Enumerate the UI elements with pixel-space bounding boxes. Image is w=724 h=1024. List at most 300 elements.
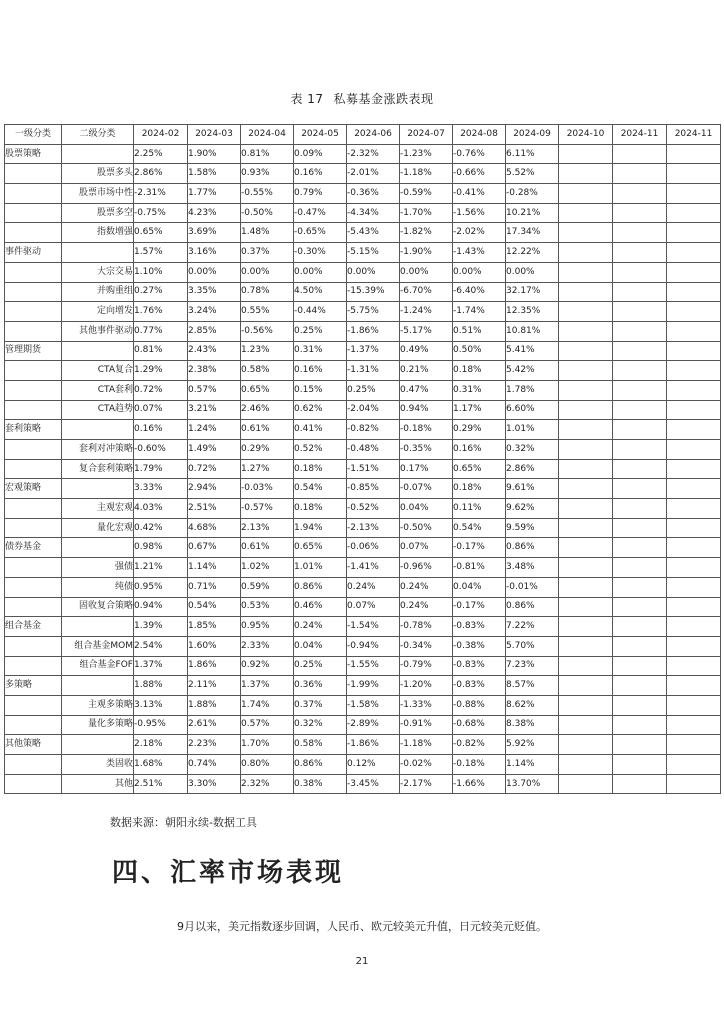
return-value-cell [613,479,667,499]
return-value-cell: 3.33% [134,479,188,499]
return-value-cell: -1.18% [400,164,453,184]
return-value-cell [667,695,721,715]
level2-category-cell: 组合基金MOM [62,636,134,656]
return-value-cell: 0.17% [400,459,453,479]
level1-category-cell: 其他策略 [5,735,62,755]
return-value-cell: 1.86% [188,656,241,676]
return-value-cell: -1.66% [453,774,506,794]
return-value-cell: -0.17% [453,538,506,558]
level2-category-cell: 股票市场中性 [62,184,134,204]
return-value-cell [559,400,613,420]
table-row [5,341,721,361]
return-value-cell: 0.31% [294,341,347,361]
return-value-cell: -2.32% [347,144,400,164]
return-value-cell: 0.25% [347,380,400,400]
return-value-cell [559,774,613,794]
return-value-cell [559,203,613,223]
return-value-cell [667,321,721,341]
table-row [5,597,721,617]
return-value-cell [667,774,721,794]
return-value-cell: -1.90% [400,243,453,263]
return-value-cell: 0.18% [294,499,347,519]
level1-category-cell: 管理期货 [5,341,62,361]
return-value-cell: -1.54% [347,617,400,637]
table-row [5,144,721,164]
column-header: 2024-03 [188,125,241,145]
return-value-cell [613,695,667,715]
return-value-cell [667,440,721,460]
return-value-cell: 0.49% [400,341,453,361]
return-value-cell: 0.29% [453,420,506,440]
return-value-cell: 4.68% [188,518,241,538]
return-value-cell: 0.12% [347,755,400,775]
return-value-cell: 0.81% [134,341,188,361]
return-value-cell [559,715,613,735]
level1-category-cell [5,361,62,381]
return-value-cell: -0.88% [453,695,506,715]
return-value-cell: 0.16% [453,440,506,460]
return-value-cell: 2.25% [134,144,188,164]
table-row [5,184,721,204]
return-value-cell: 9.62% [506,499,559,519]
return-value-cell [667,420,721,440]
return-value-cell: -0.36% [347,184,400,204]
return-value-cell: -0.41% [453,184,506,204]
return-value-cell: 1.37% [241,676,294,696]
return-value-cell: 0.74% [188,755,241,775]
return-value-cell [559,184,613,204]
table-row [5,420,721,440]
return-value-cell: 0.00% [400,262,453,282]
return-value-cell: -5.43% [347,223,400,243]
return-value-cell: -0.50% [400,518,453,538]
return-value-cell: -1.99% [347,676,400,696]
return-value-cell: 0.93% [241,164,294,184]
level2-category-cell: 其他事件驱动 [62,321,134,341]
return-value-cell: -0.68% [453,715,506,735]
return-value-cell [667,735,721,755]
level2-category-cell: 组合基金FOF [62,656,134,676]
column-header: 2024-07 [400,125,453,145]
return-value-cell [667,636,721,656]
level2-category-cell [62,341,134,361]
return-value-cell: -6.40% [453,282,506,302]
return-value-cell: 1.94% [294,518,347,538]
column-header: 2024-05 [294,125,347,145]
table-title: 私募基金涨跌表现 [333,92,434,106]
return-value-cell: 0.00% [241,262,294,282]
return-value-cell: 1.88% [188,695,241,715]
return-value-cell [667,755,721,775]
return-value-cell [559,735,613,755]
level1-category-cell: 股票策略 [5,144,62,164]
return-value-cell: -0.35% [400,440,453,460]
return-value-cell: -1.18% [400,735,453,755]
return-value-cell: 0.18% [453,479,506,499]
return-value-cell: 0.57% [241,715,294,735]
return-value-cell [559,617,613,637]
level2-category-cell: 强债 [62,558,134,578]
return-value-cell: -2.01% [347,164,400,184]
return-value-cell: 0.59% [241,577,294,597]
return-value-cell [667,518,721,538]
return-value-cell [613,735,667,755]
return-value-cell [559,144,613,164]
body-paragraph: 9月以来，美元指数逐步回调，人民币、欧元较美元升值，日元较美元贬值。 [177,920,547,933]
return-value-cell [559,636,613,656]
table-row [5,695,721,715]
return-value-cell: -1.20% [400,676,453,696]
return-value-cell: 8.57% [506,676,559,696]
column-header: 2024-11 [613,125,667,145]
return-value-cell [559,223,613,243]
return-value-cell [613,380,667,400]
return-value-cell: -1.58% [347,695,400,715]
level2-category-cell: 纯债 [62,577,134,597]
return-value-cell: -0.48% [347,440,400,460]
level2-category-cell [62,243,134,263]
return-value-cell: -0.55% [241,184,294,204]
level1-category-cell: 宏观策略 [5,479,62,499]
return-value-cell: 0.24% [347,577,400,597]
level2-category-cell [62,538,134,558]
return-value-cell: 0.18% [294,459,347,479]
level1-category-cell [5,203,62,223]
return-value-cell: -0.28% [506,184,559,204]
return-value-cell: -0.85% [347,479,400,499]
return-value-cell: 0.36% [294,676,347,696]
level2-category-cell: 定向增发 [62,302,134,322]
return-value-cell: 1.85% [188,617,241,637]
return-value-cell: 13.70% [506,774,559,794]
level1-category-cell [5,262,62,282]
return-value-cell: 6.60% [506,400,559,420]
return-value-cell: 1.88% [134,676,188,696]
return-value-cell: 0.07% [347,597,400,617]
section-heading: 四、汇率市场表现 [112,858,345,888]
return-value-cell [613,321,667,341]
return-value-cell [667,577,721,597]
table-row [5,262,721,282]
return-value-cell: 1.57% [134,243,188,263]
return-value-cell: 0.27% [134,282,188,302]
return-value-cell: 1.01% [294,558,347,578]
column-header: 2024-09 [506,125,559,145]
return-value-cell: 3.24% [188,302,241,322]
return-value-cell: 0.37% [294,695,347,715]
return-value-cell: -0.83% [453,656,506,676]
return-value-cell: 0.16% [294,164,347,184]
level1-category-cell [5,597,62,617]
return-value-cell: -0.57% [241,499,294,519]
return-value-cell: 7.23% [506,656,559,676]
return-value-cell: 0.16% [294,361,347,381]
return-value-cell: -0.18% [400,420,453,440]
level1-category-cell [5,164,62,184]
return-value-cell: -1.74% [453,302,506,322]
return-value-cell: -2.02% [453,223,506,243]
table-row [5,735,721,755]
return-value-cell: 1.14% [188,558,241,578]
return-value-cell: 0.81% [241,144,294,164]
return-value-cell: 0.52% [294,440,347,460]
return-value-cell [613,676,667,696]
table-row [5,243,721,263]
return-value-cell [613,538,667,558]
table-row [5,755,721,775]
return-value-cell: 0.65% [134,223,188,243]
return-value-cell: 2.86% [506,459,559,479]
column-header: 二级分类 [62,125,134,145]
return-value-cell: -1.24% [400,302,453,322]
return-value-cell: 2.38% [188,361,241,381]
level2-category-cell: 大宗交易 [62,262,134,282]
return-value-cell [613,774,667,794]
return-value-cell: 0.41% [294,420,347,440]
level1-category-cell [5,282,62,302]
table-row [5,577,721,597]
return-value-cell: 1.01% [506,420,559,440]
return-value-cell [559,361,613,381]
return-value-cell: 1.48% [241,223,294,243]
return-value-cell: -5.17% [400,321,453,341]
return-value-cell: 0.18% [453,361,506,381]
return-value-cell [667,499,721,519]
return-value-cell: 1.29% [134,361,188,381]
return-value-cell [613,262,667,282]
return-value-cell: 1.60% [188,636,241,656]
fund-performance-table [4,124,721,794]
return-value-cell: -0.01% [506,577,559,597]
return-value-cell: 2.32% [241,774,294,794]
return-value-cell: 2.94% [188,479,241,499]
return-value-cell: -2.13% [347,518,400,538]
return-value-cell [667,164,721,184]
table-row [5,282,721,302]
return-value-cell: 3.16% [188,243,241,263]
return-value-cell: 0.86% [294,755,347,775]
return-value-cell [667,302,721,322]
table-body [5,144,721,794]
return-value-cell [667,617,721,637]
table-caption [0,90,724,107]
level1-category-cell: 债券基金 [5,538,62,558]
level1-category-cell [5,223,62,243]
return-value-cell [613,636,667,656]
return-value-cell: 3.69% [188,223,241,243]
return-value-cell: -2.17% [400,774,453,794]
return-value-cell: 2.86% [134,164,188,184]
level2-category-cell: 类固收 [62,755,134,775]
return-value-cell: -0.52% [347,499,400,519]
return-value-cell [559,695,613,715]
return-value-cell: 0.07% [400,538,453,558]
return-value-cell [667,341,721,361]
return-value-cell: 3.13% [134,695,188,715]
return-value-cell: -15.39% [347,282,400,302]
table-row [5,715,721,735]
return-value-cell: 0.00% [188,262,241,282]
level1-category-cell [5,636,62,656]
return-value-cell: 0.61% [241,538,294,558]
level1-category-cell [5,695,62,715]
return-value-cell: -1.86% [347,321,400,341]
table-row [5,558,721,578]
return-value-cell: -0.07% [400,479,453,499]
return-value-cell [667,558,721,578]
return-value-cell [613,361,667,381]
return-value-cell: 0.46% [294,597,347,617]
level2-category-cell: 量化宏观 [62,518,134,538]
return-value-cell: 0.65% [294,538,347,558]
return-value-cell: 0.25% [294,656,347,676]
return-value-cell: -0.96% [400,558,453,578]
return-value-cell: -0.65% [294,223,347,243]
return-value-cell: -0.75% [134,203,188,223]
return-value-cell [559,499,613,519]
return-value-cell [613,420,667,440]
return-value-cell [667,597,721,617]
return-value-cell [613,518,667,538]
return-value-cell: -0.60% [134,440,188,460]
table-row [5,479,721,499]
return-value-cell: 4.03% [134,499,188,519]
return-value-cell [613,656,667,676]
return-value-cell: 4.50% [294,282,347,302]
return-value-cell [613,223,667,243]
return-value-cell: 1.27% [241,459,294,479]
return-value-cell: 5.52% [506,164,559,184]
return-value-cell [667,676,721,696]
return-value-cell [559,380,613,400]
level2-category-cell [62,420,134,440]
return-value-cell: 0.86% [506,538,559,558]
return-value-cell: 0.54% [294,479,347,499]
return-value-cell [613,203,667,223]
level2-category-cell: CTA趋势 [62,400,134,420]
return-value-cell: -5.15% [347,243,400,263]
return-value-cell: 0.04% [453,577,506,597]
return-value-cell: -0.50% [241,203,294,223]
return-value-cell [667,538,721,558]
return-value-cell: -0.06% [347,538,400,558]
level1-category-cell [5,715,62,735]
level2-category-cell [62,617,134,637]
return-value-cell: 1.78% [506,380,559,400]
return-value-cell: 1.23% [241,341,294,361]
return-value-cell [613,499,667,519]
return-value-cell: 2.85% [188,321,241,341]
return-value-cell: 4.23% [188,203,241,223]
return-value-cell: 0.58% [294,735,347,755]
return-value-cell: 9.61% [506,479,559,499]
return-value-cell: 0.24% [400,577,453,597]
return-value-cell: 0.86% [506,597,559,617]
return-value-cell [613,400,667,420]
return-value-cell: 8.38% [506,715,559,735]
return-value-cell: 1.68% [134,755,188,775]
return-value-cell [613,617,667,637]
return-value-cell [559,518,613,538]
return-value-cell: 2.51% [134,774,188,794]
return-value-cell [667,715,721,735]
return-value-cell [667,400,721,420]
return-value-cell [559,243,613,263]
return-value-cell [667,459,721,479]
level1-category-cell [5,459,62,479]
return-value-cell: -1.37% [347,341,400,361]
return-value-cell: 3.35% [188,282,241,302]
return-value-cell: 0.04% [294,636,347,656]
table-row [5,538,721,558]
level2-category-cell [62,144,134,164]
return-value-cell [667,223,721,243]
return-value-cell: 5.70% [506,636,559,656]
level1-category-cell [5,302,62,322]
table-row [5,203,721,223]
return-value-cell: -0.59% [400,184,453,204]
return-value-cell: 10.81% [506,321,559,341]
table-row [5,302,721,322]
return-value-cell: -0.18% [453,755,506,775]
return-value-cell: 0.65% [241,380,294,400]
return-value-cell: -0.76% [453,144,506,164]
return-value-cell: 10.21% [506,203,559,223]
table-row [5,400,721,420]
return-value-cell [667,243,721,263]
return-value-cell [559,558,613,578]
return-value-cell: 0.86% [294,577,347,597]
return-value-cell: 0.53% [241,597,294,617]
return-value-cell: 5.92% [506,735,559,755]
return-value-cell: -5.75% [347,302,400,322]
return-value-cell: 0.54% [188,597,241,617]
return-value-cell: 1.37% [134,656,188,676]
return-value-cell: -0.83% [453,617,506,637]
return-value-cell: 1.02% [241,558,294,578]
return-value-cell: 0.72% [134,380,188,400]
return-value-cell: 1.10% [134,262,188,282]
return-value-cell: -1.82% [400,223,453,243]
return-value-cell: 0.98% [134,538,188,558]
return-value-cell: 0.94% [134,597,188,617]
return-value-cell: -0.83% [453,676,506,696]
table-row [5,499,721,519]
return-value-cell [667,361,721,381]
return-value-cell: 2.23% [188,735,241,755]
return-value-cell: 0.94% [400,400,453,420]
return-value-cell [613,597,667,617]
level2-category-cell: 固收复合策略 [62,597,134,617]
return-value-cell [667,380,721,400]
return-value-cell: 0.50% [453,341,506,361]
return-value-cell [613,341,667,361]
return-value-cell: 1.39% [134,617,188,637]
return-value-cell: 0.07% [134,400,188,420]
level2-category-cell: 股票多头 [62,164,134,184]
return-value-cell: -1.51% [347,459,400,479]
return-value-cell: 1.49% [188,440,241,460]
return-value-cell: -0.47% [294,203,347,223]
column-header: 2024-11 [667,125,721,145]
return-value-cell: 0.71% [188,577,241,597]
return-value-cell: 0.62% [294,400,347,420]
return-value-cell: 0.42% [134,518,188,538]
return-value-cell: -3.45% [347,774,400,794]
return-value-cell: 0.47% [400,380,453,400]
return-value-cell [613,577,667,597]
return-value-cell [559,479,613,499]
